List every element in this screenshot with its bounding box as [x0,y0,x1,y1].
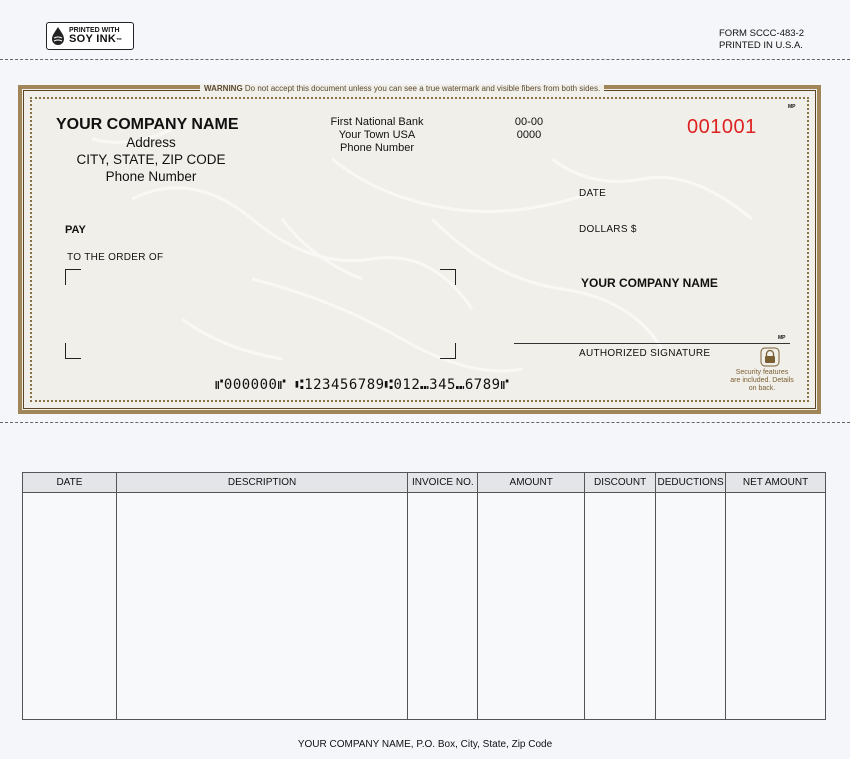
column-date: DATE [23,473,117,493]
column-net-amount: NET AMOUNT [726,473,826,493]
printed-in: PRINTED IN U.S.A. [719,40,803,51]
column-deductions: DEDUCTIONS [656,473,726,493]
cell-net-amount [726,493,826,720]
bank-name: First National Bank [330,116,424,128]
perforation-top [0,59,850,60]
signature-company-name: YOUR COMPANY NAME [581,276,718,290]
form-number: FORM SCCC-483-2 [719,28,804,39]
logo-line-2: SOY INK™ [69,33,123,45]
cell-discount [585,493,656,720]
cell-deductions [656,493,726,720]
column-invoice-no: INVOICE NO. [408,473,478,493]
logo-line-1: PRINTED WITH [69,27,120,34]
remittance-stub-table [22,472,826,720]
check [18,85,821,414]
stub-body-row [23,493,826,720]
warning-banner: WARNING Do not accept this document unless you can see a true watermark and visible fibers from both sides. [200,84,604,93]
window-corner-br [440,343,456,359]
perforation-bottom [0,422,850,423]
company-address: Address [126,135,176,150]
ink-drop-icon [51,26,65,46]
soy-ink-logo [46,22,134,50]
security-note: Security features are included. Details on back. [730,369,794,392]
routing-fraction-bottom: 0000 [516,129,542,141]
column-description: DESCRIPTION [116,473,408,493]
micr-line: ⑈000000⑈ ⑆123456789⑆012⑉345⑉6789⑈ [215,377,510,393]
window-corner-bl [65,343,81,359]
window-corner-tr [440,269,456,285]
routing-fraction-top: 00-00 [514,116,544,128]
cell-date [23,493,117,720]
window-corner-tl [65,269,81,285]
company-city-state-zip: CITY, STATE, ZIP CODE [76,152,226,167]
stub-header-row [23,473,826,493]
dollars-label: DOLLARS $ [579,224,637,235]
column-discount: DISCOUNT [585,473,656,493]
cell-description [116,493,408,720]
date-label: DATE [579,188,607,199]
signature-line [514,343,790,344]
form-info [719,28,804,52]
mp-mark: MP [788,104,796,110]
cell-amount [478,493,585,720]
bank-town: Your Town USA [338,129,416,141]
column-amount: AMOUNT [478,473,585,493]
cell-invoice-no [408,493,478,720]
pay-label: PAY [65,224,86,236]
company-phone: Phone Number [105,169,197,184]
footer-address: YOUR COMPANY NAME, P.O. Box, City, State, Zip Code [297,739,553,750]
signature-mp-mark: MP [778,335,786,341]
company-name: YOUR COMPANY NAME [56,116,239,133]
padlock-icon [760,347,780,367]
authorized-signature-label: AUTHORIZED SIGNATURE [579,348,711,359]
bank-phone: Phone Number [340,142,414,154]
check-number: 001001 [687,116,757,138]
order-of-label: TO THE ORDER OF [67,252,164,263]
